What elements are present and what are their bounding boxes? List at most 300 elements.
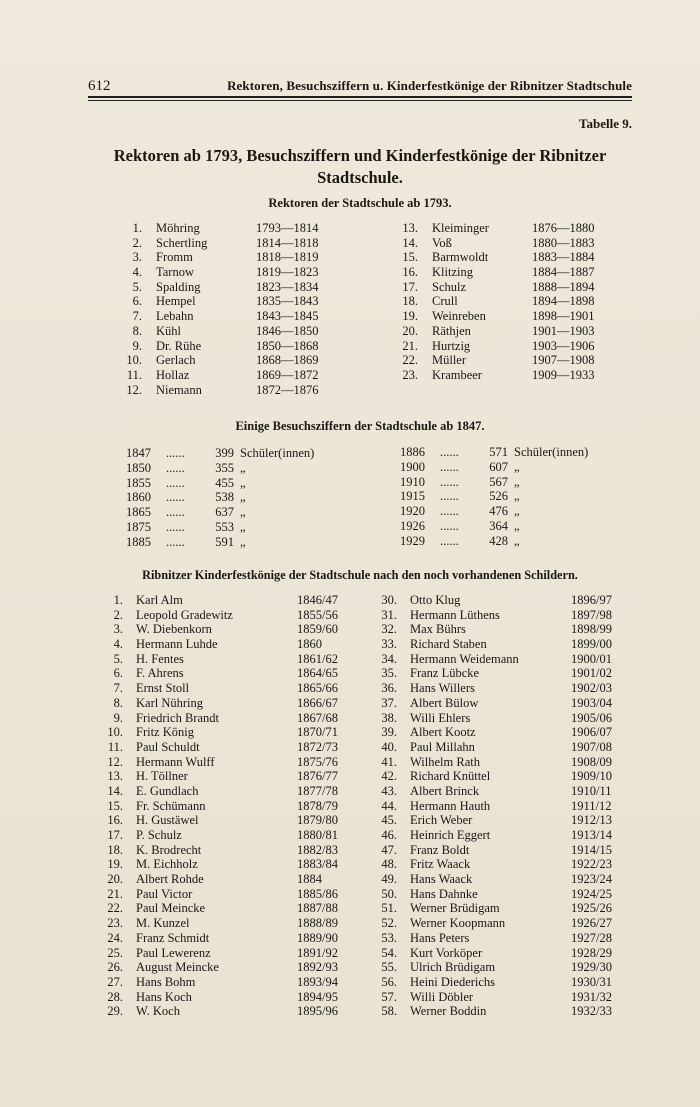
list-item-number: 45.: [381, 813, 397, 828]
list-item-name: Müller: [432, 353, 467, 368]
list-item-number: 55.: [381, 960, 397, 975]
list-item-number: 21.: [402, 338, 418, 353]
list-item-leader: ......: [440, 459, 459, 474]
list-item: [372, 681, 632, 696]
list-item-years: 1814—1818: [256, 235, 319, 250]
list-item-name: M. Kunzel: [136, 916, 190, 931]
list-item: [394, 339, 624, 354]
list-item-number: 56.: [381, 974, 397, 989]
list-item-years: 1869—1872: [256, 367, 319, 382]
list-item-number: 31.: [381, 607, 397, 622]
list-item-name: Paul Victor: [136, 886, 193, 901]
rektoren-list-left: [118, 221, 348, 397]
list-item-number: 18.: [402, 294, 418, 309]
list-item-leader: ......: [440, 489, 459, 504]
list-item-name: Gerlach: [156, 353, 196, 368]
list-item-leader: ......: [440, 445, 459, 459]
list-item-leader: ......: [166, 460, 185, 475]
list-item: [372, 652, 632, 667]
list-item: [118, 280, 348, 295]
list-item-count: 538: [215, 490, 234, 505]
list-item-name: Spalding: [156, 279, 201, 294]
list-item-name: Paul Millahn: [410, 739, 475, 754]
list-item-number: 57.: [381, 989, 397, 1004]
page-title-line-2: Stadtschule.: [317, 168, 403, 187]
list-item-name: Schulz: [432, 279, 467, 294]
list-item-number: 44.: [381, 798, 397, 813]
list-item: [98, 696, 358, 711]
list-item-name: Barmwoldt: [432, 250, 489, 265]
list-item: [126, 446, 356, 461]
list-item-year: 1915: [400, 489, 425, 504]
list-item-years: 1835—1843: [256, 294, 319, 309]
list-item: [126, 505, 356, 520]
list-item-year: 1929/30: [571, 960, 612, 975]
list-item-number: 10.: [126, 353, 142, 368]
list-item-years: 1876—1880: [532, 221, 595, 235]
list-item: [372, 784, 632, 799]
list-item: [98, 725, 358, 740]
list-item-year: 1907/08: [571, 739, 612, 754]
list-item-leader: ......: [166, 446, 185, 460]
list-item-name: Friedrich Brandt: [136, 710, 219, 725]
list-item-leader: ......: [440, 518, 459, 533]
list-item-number: 1.: [132, 221, 142, 235]
list-item: [400, 519, 630, 534]
list-item-number: 8.: [113, 695, 123, 710]
list-item-number: 6.: [113, 666, 123, 681]
list-item-number: 7.: [113, 681, 123, 696]
list-item-leader: ......: [440, 504, 459, 519]
list-item: [126, 490, 356, 505]
list-item-name: Franz Lübcke: [410, 666, 480, 681]
list-item-number: 5.: [132, 279, 142, 294]
list-item: [372, 622, 632, 637]
list-item-year: 1877/78: [297, 783, 338, 798]
list-item-year: 1910/11: [571, 783, 612, 798]
list-item-number: 11.: [126, 367, 142, 382]
list-item-year: 1893/94: [297, 974, 338, 989]
list-item-name: Albert Rohde: [136, 872, 204, 887]
list-item: [98, 872, 358, 887]
list-item-name: Fritz König: [136, 725, 194, 740]
list-item-name: Klitzing: [432, 265, 473, 280]
list-item: [400, 504, 630, 519]
list-item-year: 1926: [400, 518, 425, 533]
list-item-year: 1855/56: [297, 607, 338, 622]
list-item: [98, 622, 358, 637]
list-item-years: 1872—1876: [256, 382, 319, 397]
list-item-count: 355: [215, 460, 234, 475]
list-item-name: Werner Koopmann: [410, 916, 506, 931]
list-item: [98, 975, 358, 990]
list-item-unit: Schüler(innen): [514, 445, 589, 459]
list-item: [394, 236, 624, 251]
list-item-unit: „: [240, 490, 246, 505]
list-item-year: 1922/23: [571, 857, 612, 872]
list-item-number: 13.: [107, 769, 123, 784]
list-item-number: 15.: [107, 798, 123, 813]
list-item-name: W. Koch: [136, 1004, 180, 1019]
list-item: [98, 637, 358, 652]
rektoren-list-right: [394, 221, 624, 383]
list-item-number: 38.: [381, 710, 397, 725]
list-item: [98, 901, 358, 916]
list-item-name: Heini Diederichs: [410, 974, 496, 989]
list-item: [394, 294, 624, 309]
list-item-name: Max Bührs: [410, 622, 466, 637]
list-item-year: 1846/47: [297, 593, 338, 607]
list-item: [98, 666, 358, 681]
list-item-years: 1903—1906: [532, 338, 595, 353]
list-item: [394, 353, 624, 368]
list-item-name: Hans Bohm: [136, 974, 196, 989]
list-item-year: 1925/26: [571, 901, 612, 916]
list-item: [118, 383, 348, 398]
list-item-year: 1927/28: [571, 930, 612, 945]
list-item: [372, 916, 632, 931]
list-item-number: 20.: [402, 323, 418, 338]
list-item: [126, 476, 356, 491]
list-item-year: 1884: [297, 872, 322, 887]
list-item-year: 1912/13: [571, 813, 612, 828]
list-item-leader: ......: [166, 505, 185, 520]
list-item-year: 1906/07: [571, 725, 612, 740]
list-item-year: 1932/33: [571, 1004, 612, 1019]
list-item: [98, 857, 358, 872]
list-item-name: Ernst Stoll: [136, 681, 190, 696]
list-item-unit: „: [514, 518, 520, 533]
list-item-year: 1914/15: [571, 842, 612, 857]
list-item: [372, 857, 632, 872]
header-rule-thick: [88, 96, 632, 98]
list-item-year: 1889/90: [297, 930, 338, 945]
list-item: [372, 696, 632, 711]
list-item-name: Niemann: [156, 382, 202, 397]
list-item-number: 43.: [381, 783, 397, 798]
list-item: [98, 799, 358, 814]
list-item: [118, 339, 348, 354]
list-item-name: Hermann Weidemann: [410, 651, 519, 666]
list-item-count: 399: [215, 446, 234, 460]
list-item-years: 1884—1887: [532, 265, 595, 280]
list-item-year: 1861/62: [297, 651, 338, 666]
list-item-years: 1909—1933: [532, 367, 595, 382]
list-item-name: Paul Lewerenz: [136, 945, 211, 960]
list-item-year: 1894/95: [297, 989, 338, 1004]
list-item-name: Paul Meincke: [136, 901, 206, 916]
list-item-number: 48.: [381, 857, 397, 872]
list-item-number: 40.: [381, 739, 397, 754]
list-item-name: Crull: [432, 294, 458, 309]
besuch-heading: Einige Besuchsziffern der Stadtschule ab 1847.: [235, 419, 485, 433]
list-item-year: 1864/65: [297, 666, 338, 681]
list-item-number: 25.: [107, 945, 123, 960]
list-item-leader: ......: [440, 533, 459, 548]
list-item-name: Hans Waack: [410, 872, 473, 887]
list-item-number: 18.: [107, 842, 123, 857]
list-item: [400, 460, 630, 475]
list-item-name: Albert Brinck: [410, 783, 480, 798]
list-item-leader: ......: [166, 519, 185, 534]
list-item: [118, 221, 348, 236]
list-item-name: Hermann Luhde: [136, 637, 218, 652]
list-item-years: 1901—1903: [532, 323, 595, 338]
list-item-count: 637: [215, 505, 234, 520]
list-item-number: 4.: [113, 637, 123, 652]
list-item-number: 2.: [132, 235, 142, 250]
list-item-name: Paul Schuldt: [136, 739, 200, 754]
list-item-name: Kleiminger: [432, 221, 489, 235]
list-item-year: 1878/79: [297, 798, 338, 813]
list-item-number: 22.: [402, 353, 418, 368]
running-header-title: Rektoren, Besuchsziffern u. Kinderfestkönige der Ribnitzer Stadtschule: [227, 78, 632, 93]
list-item: [98, 931, 358, 946]
list-item-number: 30.: [381, 593, 397, 607]
list-item-year: 1888/89: [297, 916, 338, 931]
list-item-leader: ......: [166, 534, 185, 549]
list-item: [372, 666, 632, 681]
list-item: [394, 221, 624, 236]
list-item: [118, 265, 348, 280]
list-item-name: H. Töllner: [136, 769, 188, 784]
list-item: [98, 843, 358, 858]
list-item-years: 1818—1819: [256, 250, 319, 265]
list-item-number: 32.: [381, 622, 397, 637]
list-item-name: Franz Schmidt: [136, 930, 210, 945]
list-item-years: 1883—1884: [532, 250, 595, 265]
list-item-count: 455: [215, 475, 234, 490]
list-item: [118, 368, 348, 383]
list-item-count: 607: [489, 459, 508, 474]
list-item-name: K. Brodrecht: [136, 842, 202, 857]
page-title-line-1: Rektoren ab 1793, Besuchsziffern und Kinderfestkönige der Ribnitzer: [113, 146, 607, 165]
list-item-year: 1860: [297, 637, 322, 652]
list-item: [394, 368, 624, 383]
list-item-name: Dr. Rühe: [156, 338, 202, 353]
list-item: [372, 755, 632, 770]
list-item: [98, 593, 358, 608]
list-item-number: 29.: [107, 1004, 123, 1019]
list-item-year: 1931/32: [571, 989, 612, 1004]
list-item-name: Wilhelm Rath: [410, 754, 480, 769]
list-item-year: 1930/31: [571, 974, 612, 989]
list-item-name: Karl Nühring: [136, 695, 203, 710]
list-item-number: 16.: [402, 265, 418, 280]
list-item-year: 1901/02: [571, 666, 612, 681]
list-item-number: 21.: [107, 886, 123, 901]
list-item-leader: ......: [166, 475, 185, 490]
list-item-number: 20.: [107, 872, 123, 887]
list-item-count: 526: [489, 489, 508, 504]
list-item-name: Möhring: [156, 221, 200, 235]
list-item: [126, 520, 356, 535]
list-item-years: 1850—1868: [256, 338, 319, 353]
list-item-count: 591: [215, 534, 234, 549]
list-item-number: 1.: [113, 593, 123, 607]
list-item-name: Hurtzig: [432, 338, 471, 353]
list-item: [372, 725, 632, 740]
list-item-year: 1886: [400, 445, 425, 459]
list-item: [118, 294, 348, 309]
list-item-number: 12.: [126, 382, 142, 397]
list-item: [372, 799, 632, 814]
list-item-name: F. Ahrens: [136, 666, 184, 681]
list-item-year: 1866/67: [297, 695, 338, 710]
list-item-year: 1902/03: [571, 681, 612, 696]
koenige-heading: Ribnitzer Kinderfestkönige der Stadtschule nach den noch vorhandenen Schildern.: [142, 568, 578, 582]
list-item-number: 58.: [381, 1004, 397, 1019]
list-item-year: 1909/10: [571, 769, 612, 784]
list-item-year: 1867/68: [297, 710, 338, 725]
list-item: [98, 784, 358, 799]
list-item: [394, 265, 624, 280]
list-item-years: 1880—1883: [532, 235, 595, 250]
list-item-number: 46.: [381, 828, 397, 842]
list-item-name: Willi Ehlers: [410, 710, 471, 725]
list-item-years: 1907—1908: [532, 353, 595, 368]
page-number: 612: [88, 78, 111, 94]
list-item-years: 1894—1898: [532, 294, 595, 309]
list-item: [394, 309, 624, 324]
list-item-number: 51.: [381, 901, 397, 916]
list-item-year: 1926/27: [571, 916, 612, 931]
list-item-year: 1900: [400, 459, 425, 474]
list-item-name: Fromm: [156, 250, 193, 265]
list-item: [118, 353, 348, 368]
list-item-name: M. Eichholz: [136, 857, 198, 872]
list-item: [400, 445, 630, 460]
list-item-number: 34.: [381, 651, 397, 666]
list-item-years: 1793—1814: [256, 221, 319, 235]
list-item-unit: „: [514, 504, 520, 519]
list-item-number: 47.: [381, 842, 397, 857]
list-item-number: 17.: [402, 279, 418, 294]
list-item: [98, 916, 358, 931]
list-item-year: 1876/77: [297, 769, 338, 784]
list-item-year: 1892/93: [297, 960, 338, 975]
list-item: [98, 1004, 358, 1019]
list-item-number: 35.: [381, 666, 397, 681]
list-item-count: 364: [489, 518, 508, 533]
list-item: [118, 236, 348, 251]
list-item-name: Ulrich Brüdigam: [410, 960, 496, 975]
list-item-number: 7.: [132, 309, 142, 324]
list-item-number: 19.: [107, 857, 123, 872]
list-item-unit: „: [514, 459, 520, 474]
list-item-unit: „: [240, 505, 246, 520]
list-item-count: 476: [489, 504, 508, 519]
list-item: [98, 740, 358, 755]
list-item-years: 1868—1869: [256, 353, 319, 368]
list-item: [98, 652, 358, 667]
list-item-unit: „: [240, 534, 246, 549]
list-item: [372, 593, 632, 608]
list-item: [98, 813, 358, 828]
list-item-number: 14.: [402, 235, 418, 250]
list-item-number: 23.: [402, 367, 418, 382]
list-item: [98, 946, 358, 961]
list-item-year: 1885/86: [297, 886, 338, 901]
list-item-year: 1905/06: [571, 710, 612, 725]
page-title: [80, 145, 640, 189]
list-item-name: Weinreben: [432, 309, 486, 324]
list-item-unit: „: [240, 519, 246, 534]
list-item: [400, 475, 630, 490]
list-item: [98, 887, 358, 902]
list-item-name: Leopold Gradewitz: [136, 607, 233, 622]
list-item-name: Hollaz: [156, 367, 190, 382]
list-item-year: 1913/14: [571, 828, 612, 842]
list-item-year: 1875/76: [297, 754, 338, 769]
list-item-year: 1850: [126, 460, 151, 475]
list-item: [394, 324, 624, 339]
list-item-number: 11.: [107, 739, 123, 754]
list-item: [372, 960, 632, 975]
list-item-number: 15.: [402, 250, 418, 265]
list-item-number: 9.: [113, 710, 123, 725]
list-item: [118, 309, 348, 324]
list-item: [372, 843, 632, 858]
list-item-number: 42.: [381, 769, 397, 784]
list-item-name: Franz Boldt: [410, 842, 470, 857]
list-item-year: 1882/83: [297, 842, 338, 857]
list-item-number: 14.: [107, 783, 123, 798]
list-item-year: 1885: [126, 534, 151, 549]
list-item-year: 1910: [400, 474, 425, 489]
list-item-number: 19.: [402, 309, 418, 324]
list-item-number: 54.: [381, 945, 397, 960]
list-item-unit: Schüler(innen): [240, 446, 315, 460]
list-item-name: Otto Klug: [410, 593, 461, 607]
list-item-number: 17.: [107, 828, 123, 842]
list-item-name: Lebahn: [156, 309, 194, 324]
list-item-year: 1872/73: [297, 739, 338, 754]
list-item-number: 41.: [381, 754, 397, 769]
list-item-name: Albert Bülow: [410, 695, 479, 710]
list-item-count: 553: [215, 519, 234, 534]
list-item-years: 1823—1834: [256, 279, 319, 294]
list-item: [372, 637, 632, 652]
list-item-name: Heinrich Eggert: [410, 828, 491, 842]
list-item: [372, 901, 632, 916]
list-item-number: 23.: [107, 916, 123, 931]
list-item-year: 1847: [126, 446, 151, 460]
list-item-name: E. Gundlach: [136, 783, 199, 798]
list-item: [372, 872, 632, 887]
header-rule-thin: [88, 100, 632, 101]
list-item-year: 1900/01: [571, 651, 612, 666]
list-item-number: 50.: [381, 886, 397, 901]
list-item-number: 13.: [402, 221, 418, 235]
list-item-number: 4.: [132, 265, 142, 280]
list-item: [372, 769, 632, 784]
list-item-number: 33.: [381, 637, 397, 652]
list-item-year: 1897/98: [571, 607, 612, 622]
besuch-list-left: [126, 446, 356, 550]
list-item-year: 1895/96: [297, 1004, 338, 1019]
list-item: [400, 534, 630, 549]
list-item-count: 571: [489, 445, 508, 459]
list-item-unit: „: [514, 474, 520, 489]
list-item-year: 1880/81: [297, 828, 338, 842]
list-item-year: 1903/04: [571, 695, 612, 710]
list-item-number: 49.: [381, 872, 397, 887]
list-item-count: 428: [489, 533, 508, 548]
list-item-name: Hermann Wulff: [136, 754, 215, 769]
list-item-number: 5.: [113, 651, 123, 666]
list-item-number: 6.: [132, 294, 142, 309]
